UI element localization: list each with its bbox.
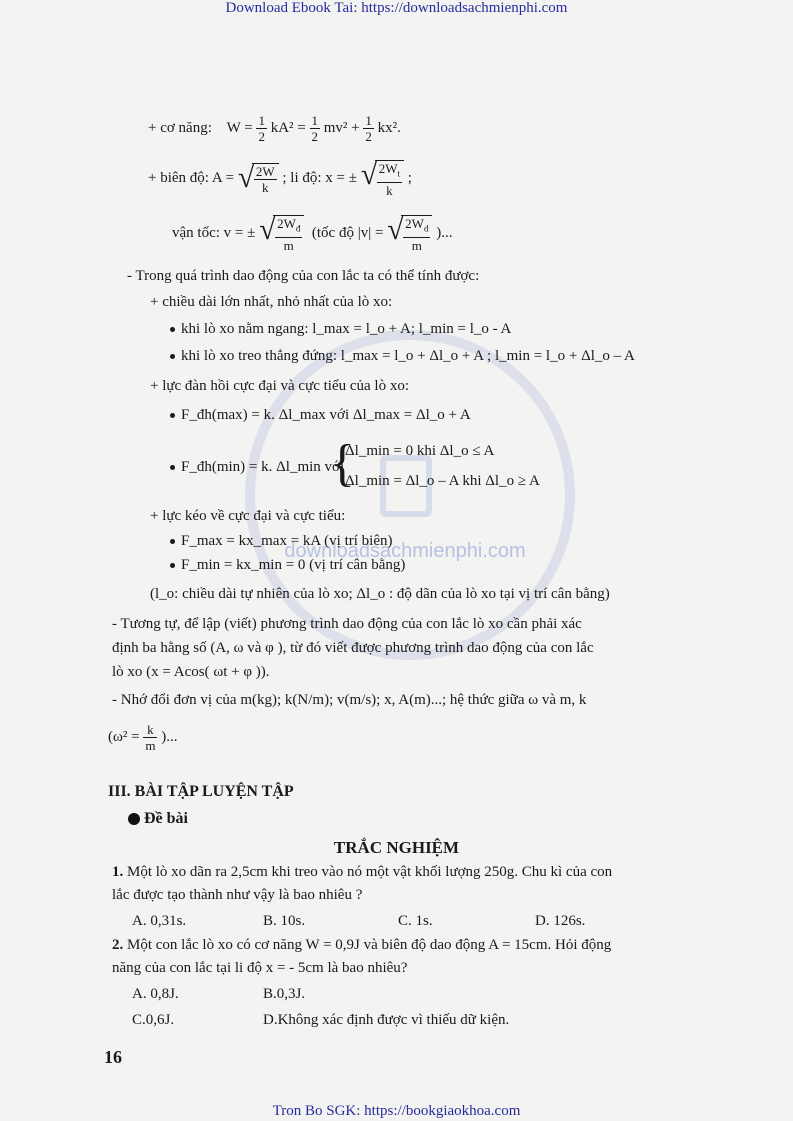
watermark-text: downloadsachmienphi.com: [284, 540, 526, 562]
bullet-icon: [170, 563, 175, 568]
line-chieu-dai: + chiều dài lớn nhất, nhỏ nhất của lò xo:: [150, 294, 393, 310]
q1-option-a[interactable]: A. 0,31s.: [132, 913, 187, 929]
bullet-icon: [170, 327, 175, 332]
page-number: 16: [104, 1047, 122, 1067]
q2-option-d[interactable]: D.Không xác định được vì thiếu dữ kiện.: [263, 1012, 510, 1028]
q1-option-c[interactable]: C. 1s.: [398, 913, 433, 929]
sqrt: √ $\frac{2W_t}{k}$: [361, 160, 404, 198]
bien-do-line: + biên độ: A = √ $\frac{2W}{k}$ ; li độ: x = ± √ $\frac{2W_t}{k}$ ;: [148, 158, 412, 198]
sqrt: √ $\frac{2W_đ}{m}$: [259, 215, 304, 253]
f-min-case-2: Δl_min = Δl_o – A khi Δl_o ≥ A: [345, 473, 540, 489]
tuong-tu-line-1: - Tương tự, để lập (viết) phương trình dao động của con lắc lò xo cần phải xác: [112, 616, 582, 632]
fraction: $\frac{1}{2}$: [365, 113, 372, 144]
chu-thich: (l_o: chiều dài tự nhiên của lò xo; Δl_o : độ dãn của lò xo tại vị trí cân bằng): [150, 586, 610, 602]
van-toc-line: vận tốc: v = ± √ $\frac{2W_đ}{m}$ (tốc độ |v| = √ $\frac{2W_d}{m}$ )...: [172, 213, 453, 253]
header-download-link[interactable]: Download Ebook Tai: https://downloadsachmienphi.com: [225, 0, 568, 16]
f-min-case-1: Δl_min = 0 khi Δl_o ≤ A: [345, 443, 495, 459]
luc-keo-line: + lực kéo về cực đại và cực tiểu:: [150, 508, 346, 524]
f-max-line: F_đh(max) = k. Δl_max với Δl_max = Δl_o + A: [170, 407, 471, 424]
sqrt: √ $\frac{2W}{k}$: [238, 163, 279, 195]
fraction: $\frac{1}{2}$: [311, 113, 319, 144]
q1-option-d[interactable]: D. 126s.: [535, 913, 586, 929]
co-nang-line: + cơ năng: W = $\frac{1}{2}$ kA² = $\frac{1}{2}$ mv² + $\frac{1}{2}$ kx².: [148, 113, 401, 144]
de-bai-heading: Đề bài: [128, 810, 188, 828]
treo-thang-line: khi lò xo treo thẳng đứng: l_max = l_o + Δl_o + A ; l_min = l_o + Δl_o – A: [170, 348, 635, 365]
q2-option-c[interactable]: C.0,6J.: [132, 1012, 175, 1028]
tuong-tu-line-2: định ba hằng số (A, ω và φ ), từ đó viết được phương trình dao động của con lắc: [112, 640, 594, 656]
q2-option-b[interactable]: B.0,3J.: [263, 986, 306, 1002]
section-title: III. BÀI TẬP LUYỆN TẬP: [108, 783, 294, 800]
bullet-icon: [170, 354, 175, 359]
fraction: $\frac{k}{m}$: [145, 722, 156, 753]
bullet-icon: [170, 465, 175, 470]
q1-line-1: 1. Một lò xo dãn ra 2,5cm khi treo vào nó một vật khối lượng 250g. Chu kì của con: [112, 864, 613, 880]
bullet-icon: [170, 539, 175, 544]
omega-line: (ω² = $\frac{k}{m}$ )...: [108, 722, 178, 753]
fmin-keo-line: F_min = kx_min = 0 (vị trí cân bằng): [170, 557, 405, 574]
sqrt: √ $\frac{2W_d}{m}$: [387, 215, 432, 253]
f-min-line: F_đh(min) = k. Δl_min với: [170, 459, 344, 476]
fmax-keo-line: F_max = kx_max = kA (vị trí biên): [170, 533, 392, 550]
bullet-icon: [170, 413, 175, 418]
line-tinh: - Trong quá trình dao động của con lắc ta có thể tính được:: [127, 268, 480, 284]
q1-option-b[interactable]: B. 10s.: [263, 913, 306, 929]
q2-line-2: năng của con lắc tại li độ x = - 5cm là bao nhiêu?: [112, 960, 408, 976]
footer-sgk-link[interactable]: Tron Bo SGK: https://bookgiaokhoa.com: [272, 1103, 521, 1119]
nho-doi-line: - Nhớ đổi đơn vị của m(kg); k(N/m); v(m/s); x, A(m)...; hệ thức giữa ω và m, k: [112, 692, 587, 708]
filled-circle-icon: [128, 813, 140, 825]
q2-line-1: 2. Một con lắc lò xo có cơ năng W = 0,9J và biên độ dao động A = 15cm. Hỏi động: [112, 937, 612, 953]
brace-icon: {: [330, 435, 355, 492]
q1-line-2: lắc được tạo thành như vậy là bao nhiêu ?: [112, 887, 363, 903]
tuong-tu-line-3: lò xo (x = Acos( ωt + φ )).: [112, 664, 270, 680]
q2-option-a[interactable]: A. 0,8J.: [132, 986, 179, 1002]
nam-ngang-line: khi lò xo nằm ngang: l_max = l_o + A; l_min = l_o - A: [170, 321, 511, 338]
fraction: $\frac{1}{2}$: [258, 113, 265, 144]
luc-dan-hoi-line: + lực đàn hồi cực đại và cực tiểu của lò xo:: [150, 378, 410, 394]
trac-nghiem-heading: TRẮC NGHIỆM: [333, 838, 460, 857]
